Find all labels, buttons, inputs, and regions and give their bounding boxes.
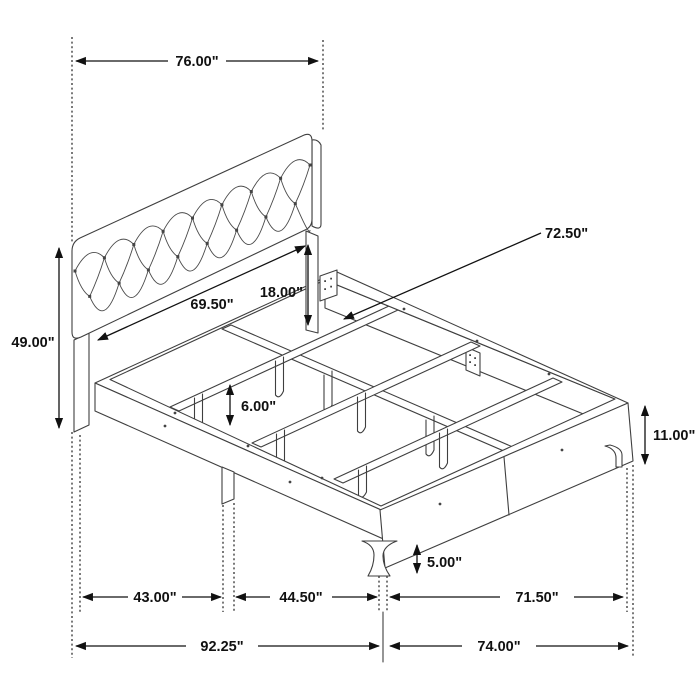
headboard-side-panel: [312, 140, 321, 228]
headboard-rail-bracket: [320, 270, 337, 301]
slat: [170, 306, 398, 434]
dim-headboard-panel-height-label: 18.00": [259, 285, 303, 301]
dim-foot-section-length: [390, 590, 623, 606]
dim-center-leg-to-foot-leg-label: 44.50": [279, 590, 323, 606]
dim-frame-length: [390, 639, 628, 655]
dim-overall-length: [76, 639, 379, 655]
dim-center-leg-to-foot-leg: [236, 590, 377, 606]
dim-headboard-inner-width-label: 69.50": [190, 297, 234, 313]
side-rail-leg: [222, 467, 234, 504]
dim-slat-leg-height-label: 6.00": [241, 399, 277, 415]
dim-footboard-height: [645, 406, 695, 464]
dim-side-rail-length-label: 72.50": [545, 226, 589, 242]
dimension-annotations: [11, 54, 695, 655]
projection-lines: [72, 37, 633, 662]
dim-foot-section-length-label: 71.50": [515, 590, 559, 606]
dim-headboard-height: [11, 248, 59, 428]
dim-foot-leg-height-label: 5.00": [427, 555, 463, 571]
dim-headboard-panel-height: [260, 245, 308, 325]
dim-footboard-height-label: 11.00": [653, 428, 696, 444]
dim-overall-width-label: 76.00": [175, 54, 219, 70]
dim-frame-length-label: 74.00": [477, 639, 521, 655]
dim-overall-width: [76, 54, 318, 70]
bed-frame-drawing: [72, 134, 633, 576]
dim-headboard-to-center-leg: [83, 590, 221, 606]
dim-headboard-height-label: 49.00": [11, 335, 55, 351]
dim-overall-length-label: 92.25": [200, 639, 244, 655]
dim-slat-leg-height: [230, 385, 276, 425]
headboard-leg-left: [74, 333, 89, 432]
dim-headboard-to-center-leg-label: 43.00": [133, 590, 177, 606]
center-rail-leg: [324, 371, 332, 411]
